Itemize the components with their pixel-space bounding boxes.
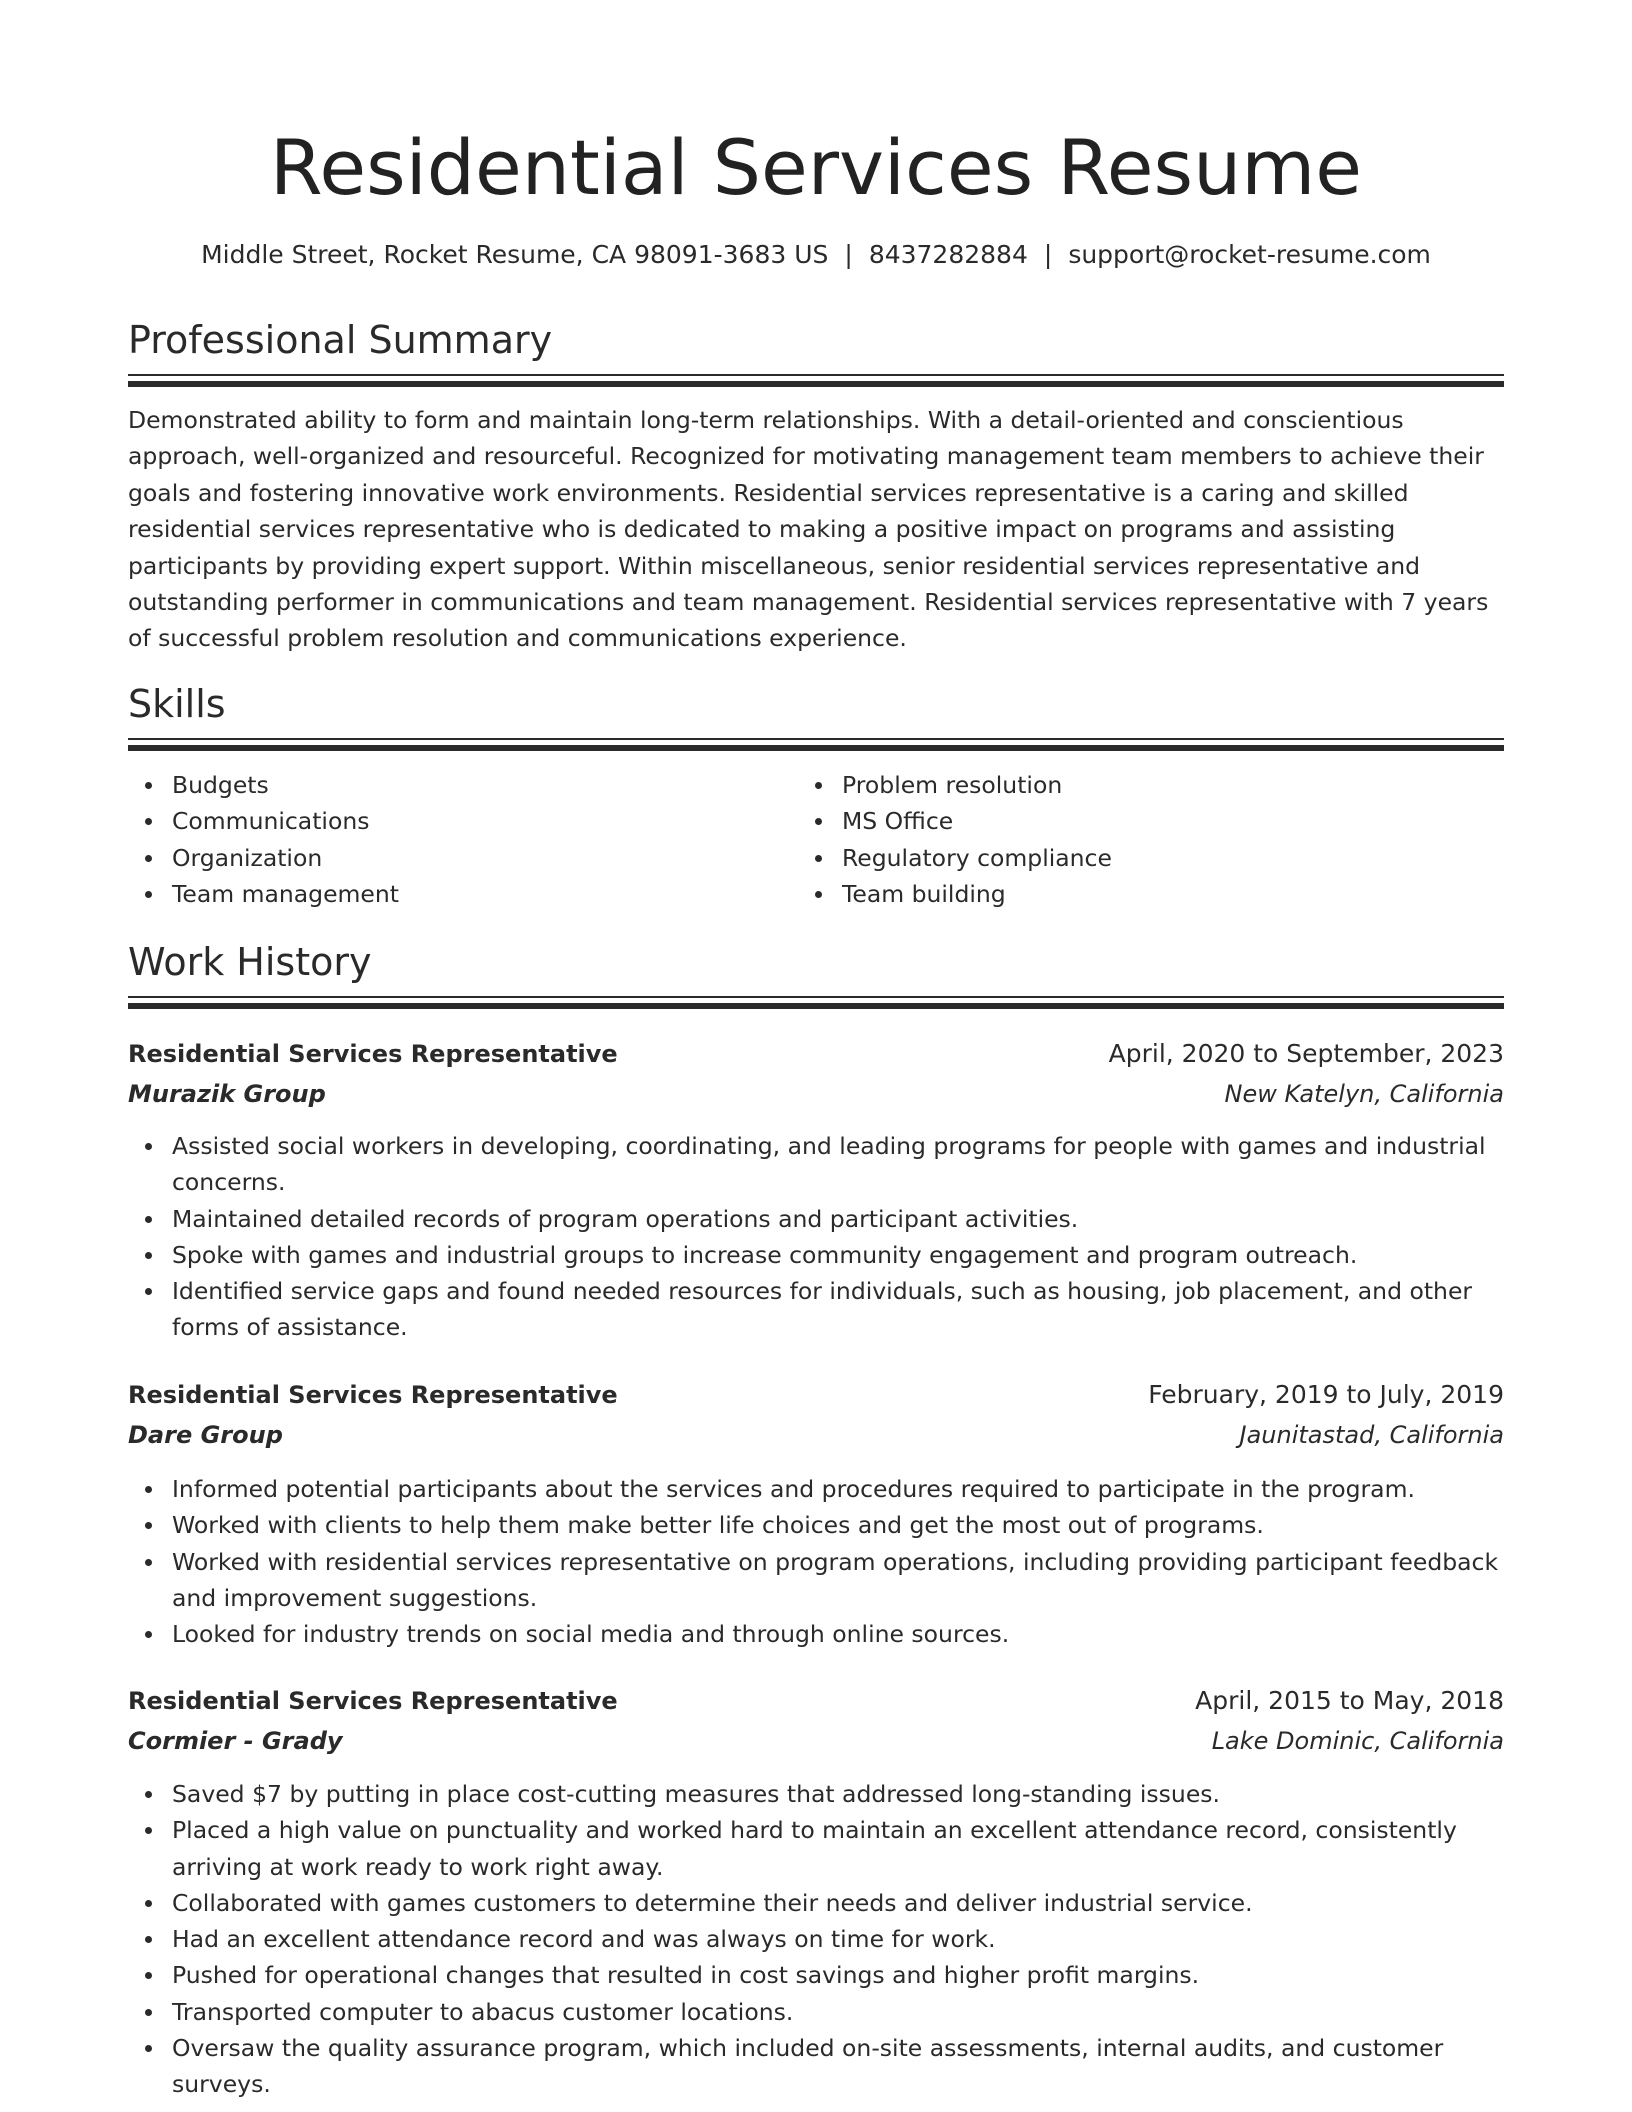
job-duties-list xyxy=(128,1471,1504,1652)
job-duties-list xyxy=(128,1776,1504,2103)
resume-title: Residential Services Resume xyxy=(269,123,1363,212)
job-company: Cormier - Grady xyxy=(128,1727,343,1755)
job-duties xyxy=(128,1128,1504,1346)
job-title-row xyxy=(128,1036,1504,1076)
skills-list-right xyxy=(798,767,1438,912)
skill-item: Budgets xyxy=(128,767,768,803)
skills-column-right xyxy=(798,767,1438,912)
job-title: Residential Services Representative xyxy=(128,1381,618,1409)
job-company-row xyxy=(128,1417,1504,1457)
section-divider-thick xyxy=(128,381,1504,387)
job-title-row xyxy=(128,1683,1504,1723)
duty-item: Saved $7 by putting in place cost-cutting measures that addressed long-standing issues. xyxy=(128,1776,1504,1812)
section-divider-thick xyxy=(128,1003,1504,1009)
contact-phone: 8437282884 xyxy=(868,240,1028,269)
job-company: Murazik Group xyxy=(128,1080,326,1108)
skills-heading: Skills xyxy=(128,682,226,726)
job-duties-list xyxy=(128,1128,1504,1346)
skills-column-left xyxy=(128,767,768,912)
section-divider-thin xyxy=(128,374,1504,376)
duty-item: Had an excellent attendance record and was always on time for work. xyxy=(128,1921,1504,1957)
job-entry xyxy=(128,1036,1504,1116)
job-location: Lake Dominic, California xyxy=(1211,1727,1504,1755)
skill-item: Team building xyxy=(798,876,1438,912)
work-heading: Work History xyxy=(128,940,372,984)
duty-item: Looked for industry trends on social media and through online sources. xyxy=(128,1616,1504,1652)
job-title-row xyxy=(128,1377,1504,1417)
duty-item: Collaborated with games customers to determine their needs and deliver industrial service. xyxy=(128,1885,1504,1921)
duty-item: Spoke with games and industrial groups to increase community engagement and program outreach. xyxy=(128,1237,1504,1273)
contact-line xyxy=(128,238,1504,272)
job-title: Residential Services Representative xyxy=(128,1040,618,1068)
duty-item: Pushed for operational changes that resulted in cost savings and higher profit margins. xyxy=(128,1957,1504,1993)
job-dates: February, 2019 to July, 2019 xyxy=(1148,1380,1504,1409)
job-location: Jaunitastad, California xyxy=(1239,1421,1504,1449)
job-company-row xyxy=(128,1076,1504,1116)
skill-item: Communications xyxy=(128,803,768,839)
duty-item: Oversaw the quality assurance program, which included on-site assessments, internal audits, and customer surveys. xyxy=(128,2030,1504,2103)
summary-section-header xyxy=(128,316,1504,364)
section-divider-thin xyxy=(128,738,1504,740)
skills-list-left xyxy=(128,767,768,912)
duty-item: Identified service gaps and found needed resources for individuals, such as housing, job placement, and other forms of assistance. xyxy=(128,1273,1504,1346)
job-company: Dare Group xyxy=(128,1421,283,1449)
duty-item: Placed a high value on punctuality and worked hard to maintain an excellent attendance record, consistently arriving at work ready to work right away. xyxy=(128,1812,1504,1885)
skill-item: Regulatory compliance xyxy=(798,840,1438,876)
duty-item: Maintained detailed records of program operations and participant activities. xyxy=(128,1201,1504,1237)
skill-item: Organization xyxy=(128,840,768,876)
job-entry xyxy=(128,1377,1504,1457)
job-duties xyxy=(128,1776,1504,2103)
section-divider-thin xyxy=(128,996,1504,998)
duty-item: Assisted social workers in developing, coordinating, and leading programs for people with games and industrial concerns. xyxy=(128,1128,1504,1201)
job-duties xyxy=(128,1471,1504,1652)
job-location: New Katelyn, California xyxy=(1224,1080,1504,1108)
contact-address: Middle Street, Rocket Resume, CA 98091-3683 US xyxy=(201,240,829,269)
job-title: Residential Services Representative xyxy=(128,1687,618,1715)
job-dates: April, 2015 to May, 2018 xyxy=(1195,1686,1504,1715)
duty-item: Transported computer to abacus customer locations. xyxy=(128,1994,1504,2030)
job-entry xyxy=(128,1683,1504,1763)
summary-heading: Professional Summary xyxy=(128,318,553,362)
duty-item: Informed potential participants about the services and procedures required to participate in the program. xyxy=(128,1471,1504,1507)
job-dates: April, 2020 to September, 2023 xyxy=(1108,1039,1504,1068)
section-divider-thick xyxy=(128,745,1504,751)
contact-separator: | xyxy=(844,240,853,269)
contact-email: support@rocket-resume.com xyxy=(1068,240,1431,269)
skill-item: MS Office xyxy=(798,803,1438,839)
duty-item: Worked with clients to help them make better life choices and get the most out of programs. xyxy=(128,1507,1504,1543)
contact-separator: | xyxy=(1043,240,1053,269)
skills-section-header xyxy=(128,680,1504,728)
job-company-row xyxy=(128,1723,1504,1763)
work-section-header xyxy=(128,938,1504,986)
summary-text: Demonstrated ability to form and maintain long-term relationships. With a detail-oriented and conscientious approach, well-organized and resourceful. Recognized for motivating management team members to achieve their goals and fostering innovative work environments. Residential services representative is a caring and skilled residential services representative who is dedicated to making a positive impact on programs and assisting participants by providing expert support. Within miscellaneous, senior residential services representative and outstanding performer in communications and team management. Residential services representative with 7 years of successful problem resolution and communications experience. xyxy=(128,406,1489,653)
skill-item: Team management xyxy=(128,876,768,912)
duty-item: Worked with residential services representative on program operations, including providing participant feedback and improvement suggestions. xyxy=(128,1544,1504,1617)
skill-item: Problem resolution xyxy=(798,767,1438,803)
